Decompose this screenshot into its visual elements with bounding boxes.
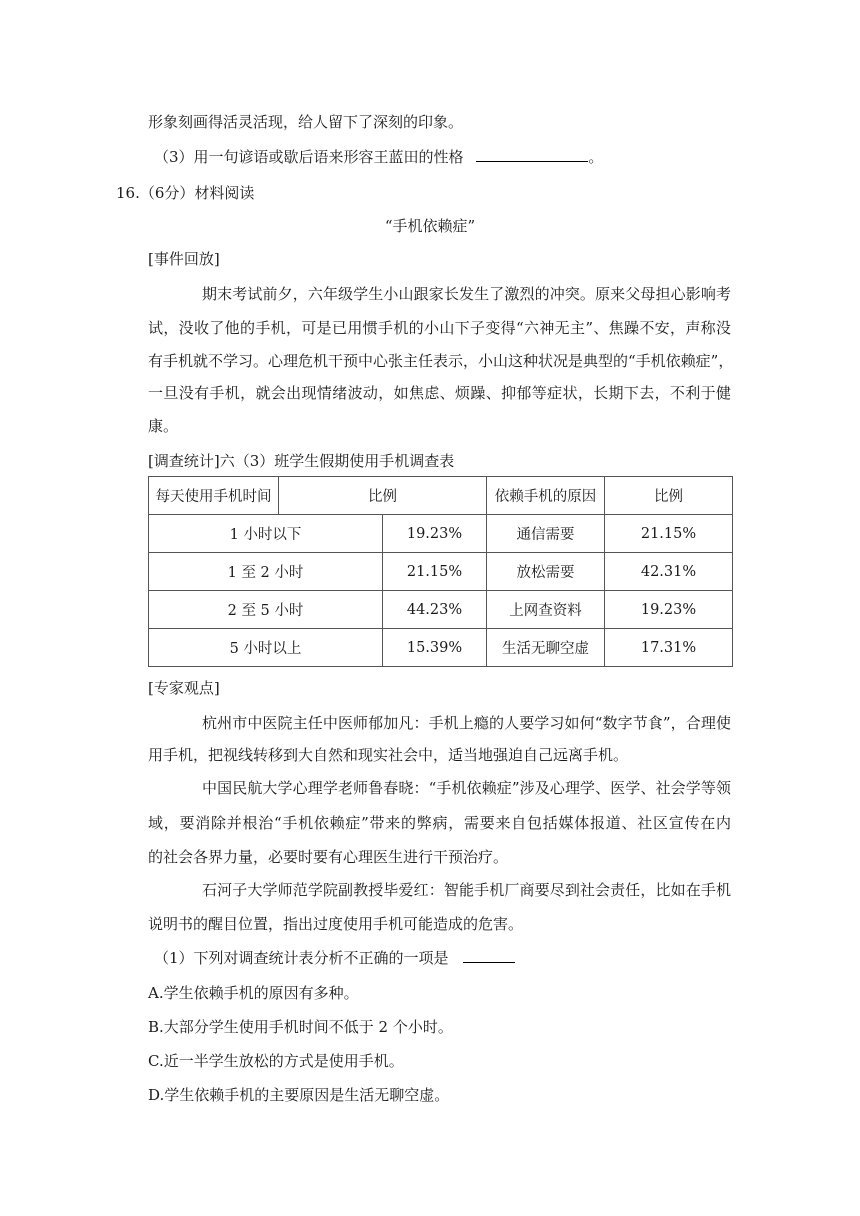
table-cell: 42.31% [605, 553, 733, 591]
paragraph-line: 期末考试前夕，六年级学生小山跟家长发生了激烈的冲突。原来父母担心影响考 [202, 285, 731, 303]
paragraph-line: 域，要消除并根治“手机依赖症”带来的弊病，需要来自包括媒体报道、社区宣传在内 [148, 814, 731, 832]
paragraph-line: 说明书的醒目位置，指出过度使用手机可能造成的危害。 [148, 915, 524, 933]
section-event: [事件回放] [148, 250, 220, 268]
paragraph-line: 石河子大学师范学院副教授毕爱红：智能手机厂商要尽到社会责任，比如在手机 [202, 881, 731, 899]
table-cell: 15.39% [383, 629, 487, 667]
survey-table [148, 476, 733, 667]
table-cell: 通信需要 [487, 515, 605, 553]
table-header-row [149, 477, 733, 515]
paragraph-line: 用手机，把视线转移到大自然和现实社会中，适当地强迫自己远离手机。 [148, 746, 629, 764]
table-cell: 44.23% [383, 591, 487, 629]
paragraph-line: 杭州市中医院主任中医师郁加凡：手机上瘾的人要学习如何“数字节食”，合理使 [202, 714, 731, 732]
table-cell: 21.15% [605, 515, 733, 553]
answer-blank[interactable] [476, 161, 588, 162]
answer-blank[interactable] [463, 962, 515, 963]
table-cell: 上网查资料 [487, 591, 605, 629]
header-cell: 每天使用手机时间 [149, 477, 279, 515]
option-a: A.学生依赖手机的原因有多种。 [148, 984, 359, 1002]
header-cell: 比例 [605, 477, 733, 515]
table-cell: 5 小时以上 [149, 629, 383, 667]
option-d: D.学生依赖手机的主要原因是生活无聊空虚。 [148, 1086, 450, 1104]
material-title: “手机依赖症” [384, 217, 476, 235]
table-cell: 1 小时以下 [149, 515, 383, 553]
table-cell: 1 至 2 小时 [149, 553, 383, 591]
header-cell: 比例 [279, 477, 487, 515]
paragraph-line: 的社会各界力量，必要时要有心理医生进行干预治疗。 [148, 848, 509, 866]
text-line: 形象刻画得活灵活现，给人留下了深刻的印象。 [148, 113, 464, 131]
table-cell: 17.31% [605, 629, 733, 667]
question-16-heading: 16.（6分）材料阅读 [116, 184, 255, 202]
question-3 [154, 146, 603, 167]
table-cell: 19.23% [605, 591, 733, 629]
table-row [149, 515, 733, 553]
paragraph-line: 有手机就不学习。心理危机干预中心张主任表示，小山这种状况是典型的“手机依赖症”， [148, 352, 734, 370]
question-1 [154, 947, 515, 968]
table-cell: 19.23% [383, 515, 487, 553]
table-cell: 放松需要 [487, 553, 605, 591]
paragraph-line: 试，没收了他的手机，可是已用惯手机的小山下子变得“六神无主”、焦躁不安，声称没 [148, 319, 731, 337]
section-expert: [专家观点] [148, 679, 220, 697]
option-c: C.近一半学生放松的方式是使用手机。 [148, 1052, 404, 1070]
table-row [149, 591, 733, 629]
table-row [149, 553, 733, 591]
paragraph-line: 一旦没有手机，就会出现情绪波动，如焦虑、烦躁、抑郁等症状，长期下去，不利于健 [148, 384, 731, 402]
question-3-text: （3）用一句谚语或歇后语来形容王蓝田的性格 [154, 148, 464, 166]
paragraph-line: 中国民航大学心理学老师鲁春晓：“手机依赖症”涉及心理学、医学、社会学等领 [202, 779, 731, 797]
question-3-end: 。 [588, 148, 604, 166]
table-cell: 2 至 5 小时 [149, 591, 383, 629]
header-cell: 依赖手机的原因 [487, 477, 605, 515]
table-cell: 生活无聊空虚 [487, 629, 605, 667]
option-b: B.大部分学生使用手机时间不低于 2 个小时。 [148, 1018, 453, 1036]
section-survey: [调查统计]六（3）班学生假期使用手机调查表 [148, 452, 455, 470]
question-1-text: （1）下列对调查统计表分析不正确的一项是 [154, 949, 449, 967]
table-cell: 21.15% [383, 553, 487, 591]
paragraph-line: 康。 [148, 417, 179, 435]
table-row [149, 629, 733, 667]
